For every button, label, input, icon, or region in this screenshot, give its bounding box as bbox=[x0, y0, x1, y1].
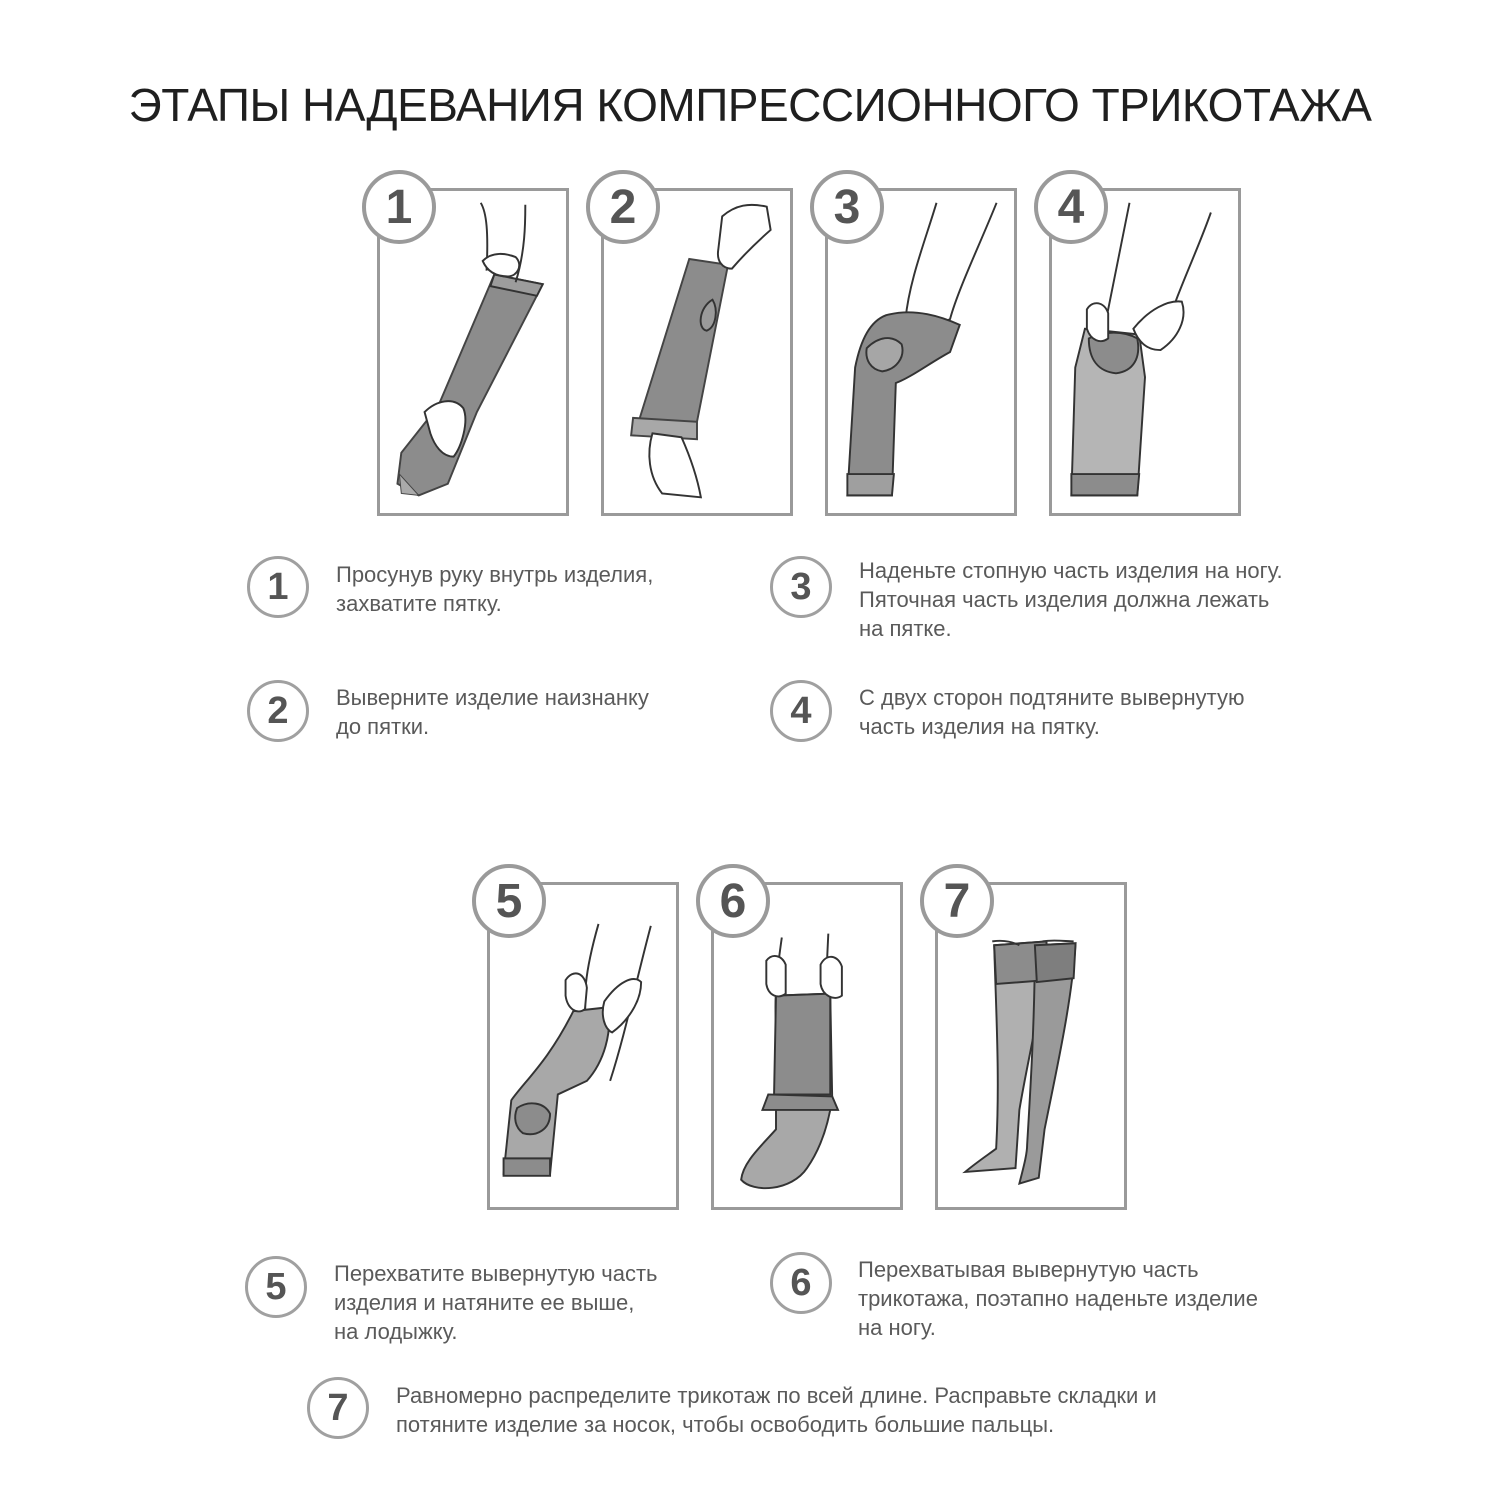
step-small-badge-6: 6 bbox=[770, 1252, 832, 1314]
step-badge-1: 1 bbox=[362, 170, 436, 244]
step-small-badge-5: 5 bbox=[245, 1256, 307, 1318]
step-badge-6: 6 bbox=[696, 864, 770, 938]
step-badge-5: 5 bbox=[472, 864, 546, 938]
step-small-badge-1: 1 bbox=[247, 556, 309, 618]
step-text-6: Перехватывая вывернутую часть трикотажа, поэтапно наденьте изделие на ногу. bbox=[858, 1257, 1258, 1340]
step-small-badge-4: 4 bbox=[770, 680, 832, 742]
step-small-badge-2: 2 bbox=[247, 680, 309, 742]
page-title: ЭТАПЫ НАДЕВАНИЯ КОМПРЕССИОННОГО ТРИКОТАЖА bbox=[128, 79, 1372, 131]
step-text-7: Равномерно распределите трикотаж по всей длине. Расправьте складки и потяните изделие за носок, чтобы освободить большие пальцы. bbox=[396, 1383, 1157, 1437]
step-text-3: Наденьте стопную часть изделия на ногу. Пяточная часть изделия должна лежать на пятке. bbox=[859, 558, 1283, 641]
step-badge-7: 7 bbox=[920, 864, 994, 938]
step-badge-2: 2 bbox=[586, 170, 660, 244]
step-text-5: Перехватите вывернутую часть изделия и натяните ее выше, на лодыжку. bbox=[334, 1261, 658, 1344]
step-text-1: Просунув руку внутрь изделия, захватите пятку. bbox=[336, 562, 654, 616]
step-small-badge-3: 3 bbox=[770, 556, 832, 618]
step-text-2: Выверните изделие наизнанку до пятки. bbox=[336, 685, 649, 739]
step-text-4: С двух сторон подтяните вывернутую часть изделия на пятку. bbox=[859, 685, 1245, 739]
step-small-badge-7: 7 bbox=[307, 1377, 369, 1439]
step-badge-3: 3 bbox=[810, 170, 884, 244]
step-badge-4: 4 bbox=[1034, 170, 1108, 244]
